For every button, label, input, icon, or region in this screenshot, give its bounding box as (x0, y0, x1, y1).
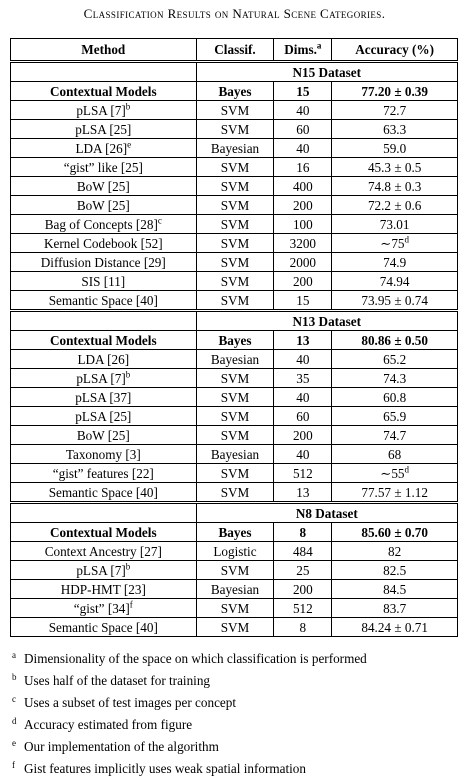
table-row (11, 388, 458, 407)
footnote-text: Uses a subset of test images per concept (24, 695, 237, 710)
dims-cell: 8 (274, 523, 332, 542)
method-footnote-mark: b (125, 101, 131, 112)
method-name: Diffusion Distance [29] (40, 254, 166, 270)
method-name: pLSA [7] (76, 562, 126, 578)
accuracy-cell (332, 272, 458, 291)
section-blank-cell (11, 503, 197, 523)
accuracy-cell (332, 215, 458, 234)
classifier-cell: Bayesian (196, 580, 274, 599)
classifier-cell: SVM (196, 158, 274, 177)
method-cell (11, 388, 197, 407)
footnote-text: Our implementation of the algorithm (24, 739, 219, 754)
classifier-cell: SVM (196, 483, 274, 503)
dataset-title: N15 Dataset (196, 62, 457, 82)
accuracy-cell (332, 158, 458, 177)
dims-cell: 60 (274, 120, 332, 139)
header-accuracy: Accuracy (%) (332, 39, 458, 62)
accuracy-cell (332, 196, 458, 215)
accuracy-cell (332, 407, 458, 426)
method-name: HDP-HMT [23] (60, 581, 146, 597)
table-row (11, 120, 458, 139)
accuracy-value: 72.7 (383, 102, 407, 118)
dims-cell: 200 (274, 426, 332, 445)
classifier-cell: Logistic (196, 542, 274, 561)
method-name: Semantic Space [40] (48, 484, 158, 500)
table-row (11, 523, 458, 542)
classifier-cell: SVM (196, 464, 274, 483)
dims-cell: 15 (274, 291, 332, 311)
method-name: Kernel Codebook [52] (43, 235, 163, 251)
accuracy-value: 74.9 (383, 254, 407, 270)
footnote-text: Uses half of the dataset for training (24, 673, 211, 688)
header-dims (274, 39, 332, 62)
method-name: Semantic Space [40] (48, 619, 158, 635)
method-name: Semantic Space [40] (48, 292, 158, 308)
method-name: LDA [26] (77, 351, 130, 367)
dims-cell: 200 (274, 580, 332, 599)
accuracy-value: 80.86 ± 0.50 (361, 332, 428, 348)
table-row (11, 407, 458, 426)
accuracy-value: 63.3 (383, 121, 407, 137)
accuracy-cell (332, 253, 458, 272)
footnote (12, 646, 367, 668)
footnote (12, 756, 367, 778)
dims-cell: 13 (274, 483, 332, 503)
classifier-cell: SVM (196, 215, 274, 234)
table-row (11, 369, 458, 388)
dims-cell: 40 (274, 350, 332, 369)
method-cell (11, 177, 197, 196)
header-dims-label: Dims. (284, 42, 317, 57)
classifier-cell: Bayes (196, 331, 274, 350)
accuracy-cell (332, 331, 458, 350)
dims-cell: 100 (274, 215, 332, 234)
method-cell (11, 234, 197, 253)
dims-cell: 512 (274, 464, 332, 483)
classifier-cell: SVM (196, 120, 274, 139)
table-row (11, 234, 458, 253)
accuracy-cell (332, 426, 458, 445)
method-cell (11, 407, 197, 426)
method-cell (11, 331, 197, 350)
dims-cell: 484 (274, 542, 332, 561)
accuracy-value: 74.8 ± 0.3 (367, 178, 422, 194)
dims-cell: 15 (274, 82, 332, 101)
table-row (11, 350, 458, 369)
accuracy-value: 60.8 (383, 389, 407, 405)
method-name: Taxonomy [3] (65, 446, 141, 462)
accuracy-value: 73.95 ± 0.74 (361, 292, 428, 308)
table-row (11, 177, 458, 196)
accuracy-value: 65.9 (383, 408, 407, 424)
classifier-cell: SVM (196, 407, 274, 426)
method-cell (11, 139, 197, 158)
footnote-mark: c (12, 694, 16, 704)
classifier-cell: Bayes (196, 523, 274, 542)
method-name: “gist” features [22] (52, 465, 154, 481)
accuracy-cell (332, 445, 458, 464)
accuracy-value: 74.7 (383, 427, 407, 443)
method-name: Contextual Models (49, 83, 157, 99)
method-name: LDA [26] (75, 140, 128, 156)
footnote-mark: b (12, 672, 17, 682)
accuracy-value: 74.3 (383, 370, 407, 386)
table-row (11, 101, 458, 120)
table-row (11, 561, 458, 580)
dims-cell: 200 (274, 196, 332, 215)
accuracy-footnote-mark: d (404, 464, 410, 475)
method-name: “gist” like [25] (63, 159, 143, 175)
accuracy-cell (332, 350, 458, 369)
table-row (11, 464, 458, 483)
method-name: Contextual Models (49, 332, 157, 348)
method-footnote-mark: e (127, 139, 132, 150)
classifier-cell: SVM (196, 177, 274, 196)
header-dims-note: a (316, 40, 322, 51)
accuracy-cell (332, 82, 458, 101)
header-method: Method (11, 39, 197, 62)
table-row (11, 483, 458, 503)
method-cell (11, 464, 197, 483)
classifier-cell: SVM (196, 599, 274, 618)
accuracy-value: 72.2 ± 0.6 (367, 197, 422, 213)
method-cell (11, 120, 197, 139)
accuracy-value: 84.24 ± 0.71 (361, 619, 428, 635)
table-row (11, 599, 458, 618)
classifier-cell: Bayes (196, 82, 274, 101)
method-cell (11, 101, 197, 120)
classifier-cell: SVM (196, 196, 274, 215)
footnote-mark: d (12, 716, 17, 726)
accuracy-value: 77.20 ± 0.39 (361, 83, 428, 99)
classifier-cell: Bayesian (196, 445, 274, 464)
method-cell (11, 350, 197, 369)
accuracy-cell (332, 580, 458, 599)
classifier-cell: SVM (196, 388, 274, 407)
method-name: Context Ancestry [27] (44, 543, 162, 559)
method-cell (11, 369, 197, 388)
dims-cell: 40 (274, 101, 332, 120)
footnote (12, 668, 367, 690)
footnote-text: Dimensionality of the space on which classification is performed (24, 651, 367, 666)
dims-cell: 35 (274, 369, 332, 388)
table-row (11, 331, 458, 350)
accuracy-value: 74.94 (379, 273, 410, 289)
footnote-mark: a (12, 650, 16, 660)
accuracy-cell (332, 369, 458, 388)
accuracy-cell (332, 483, 458, 503)
table-row (11, 215, 458, 234)
accuracy-cell (332, 599, 458, 618)
dims-cell: 40 (274, 139, 332, 158)
dims-cell: 200 (274, 272, 332, 291)
header-classifier: Classif. (196, 39, 274, 62)
accuracy-cell (332, 120, 458, 139)
table-body (11, 62, 458, 637)
method-cell (11, 542, 197, 561)
accuracy-cell (332, 561, 458, 580)
method-cell (11, 561, 197, 580)
dims-cell: 2000 (274, 253, 332, 272)
accuracy-cell (332, 139, 458, 158)
dims-cell: 16 (274, 158, 332, 177)
table-row (11, 139, 458, 158)
footnotes (12, 646, 367, 778)
classifier-cell: SVM (196, 253, 274, 272)
accuracy-value: 59.0 (383, 140, 407, 156)
dims-cell: 8 (274, 618, 332, 637)
method-footnote-mark: f (129, 599, 133, 610)
dims-cell: 25 (274, 561, 332, 580)
accuracy-cell (332, 464, 458, 483)
method-footnote-mark: b (125, 369, 131, 380)
table-row (11, 253, 458, 272)
table-row (11, 196, 458, 215)
accuracy-value: 73.01 (379, 216, 410, 232)
accuracy-value: 68 (388, 446, 402, 462)
method-cell (11, 82, 197, 101)
dataset-title: N8 Dataset (196, 503, 457, 523)
classifier-cell: SVM (196, 426, 274, 445)
dims-cell: 512 (274, 599, 332, 618)
accuracy-cell (332, 388, 458, 407)
method-name: pLSA [7] (76, 102, 126, 118)
method-name: BoW [25] (76, 197, 130, 213)
table-row (11, 426, 458, 445)
method-name: BoW [25] (76, 427, 130, 443)
method-cell (11, 291, 197, 311)
accuracy-cell (332, 177, 458, 196)
method-cell (11, 618, 197, 637)
footnote (12, 690, 367, 712)
footnote (12, 734, 367, 756)
table-row (11, 82, 458, 101)
section-blank-cell (11, 62, 197, 82)
dims-cell: 40 (274, 445, 332, 464)
table-row (11, 272, 458, 291)
dims-cell: 400 (274, 177, 332, 196)
method-cell (11, 599, 197, 618)
dataset-section-row (11, 503, 458, 523)
dims-cell: 60 (274, 407, 332, 426)
header-row (11, 39, 458, 62)
method-cell (11, 483, 197, 503)
table-row (11, 542, 458, 561)
table-row (11, 158, 458, 177)
method-name: pLSA [25] (75, 121, 132, 137)
table-row (11, 580, 458, 599)
method-name: pLSA [37] (75, 389, 132, 405)
accuracy-cell (332, 618, 458, 637)
method-name: BoW [25] (76, 178, 130, 194)
footnote-text: Gist features implicitly uses weak spatial information (24, 761, 306, 776)
method-cell (11, 580, 197, 599)
table-row (11, 618, 458, 637)
dims-cell: 3200 (274, 234, 332, 253)
method-cell (11, 158, 197, 177)
classifier-cell: SVM (196, 234, 274, 253)
method-cell (11, 253, 197, 272)
accuracy-value: ∼75 (380, 235, 405, 251)
footnote-text: Accuracy estimated from figure (24, 717, 193, 732)
accuracy-value: 65.2 (383, 351, 407, 367)
method-name: “gist” [34] (73, 600, 130, 616)
method-name: SIS [11] (81, 273, 126, 289)
classifier-cell: SVM (196, 272, 274, 291)
accuracy-value: 84.5 (383, 581, 407, 597)
classifier-cell: Bayesian (196, 139, 274, 158)
method-footnote-mark: b (125, 561, 131, 572)
accuracy-footnote-mark: d (404, 234, 410, 245)
method-name: Contextual Models (49, 524, 157, 540)
classifier-cell: SVM (196, 291, 274, 311)
accuracy-cell (332, 101, 458, 120)
accuracy-cell (332, 523, 458, 542)
method-cell (11, 426, 197, 445)
accuracy-value: 85.60 ± 0.70 (361, 524, 428, 540)
table-row (11, 445, 458, 464)
method-footnote-mark: c (157, 215, 162, 226)
accuracy-value: 77.57 ± 1.12 (361, 484, 428, 500)
classifier-cell: SVM (196, 369, 274, 388)
footnote-mark: f (12, 760, 15, 770)
accuracy-value: 45.3 ± 0.5 (367, 159, 422, 175)
section-blank-cell (11, 311, 197, 331)
method-cell (11, 272, 197, 291)
classifier-cell: SVM (196, 561, 274, 580)
accuracy-value: 82.5 (383, 562, 407, 578)
method-cell (11, 215, 197, 234)
accuracy-value: ∼55 (380, 465, 405, 481)
method-name: Bag of Concepts [28] (44, 216, 158, 232)
classifier-cell: Bayesian (196, 350, 274, 369)
method-cell (11, 445, 197, 464)
accuracy-cell (332, 542, 458, 561)
classifier-cell: SVM (196, 101, 274, 120)
classifier-cell: SVM (196, 618, 274, 637)
footnote (12, 712, 367, 734)
dataset-section-row (11, 311, 458, 331)
method-cell (11, 196, 197, 215)
method-name: pLSA [7] (76, 370, 126, 386)
accuracy-cell (332, 234, 458, 253)
accuracy-cell (332, 291, 458, 311)
accuracy-value: 82 (388, 543, 402, 559)
dataset-section-row (11, 62, 458, 82)
table-caption: Classification Results on Natural Scene Categories. (83, 6, 386, 21)
table-row (11, 291, 458, 311)
results-table (10, 38, 458, 637)
method-cell (11, 523, 197, 542)
dataset-title: N13 Dataset (196, 311, 457, 331)
method-name: pLSA [25] (75, 408, 132, 424)
footnote-mark: e (12, 738, 16, 748)
accuracy-value: 83.7 (383, 600, 407, 616)
dims-cell: 13 (274, 331, 332, 350)
dims-cell: 40 (274, 388, 332, 407)
